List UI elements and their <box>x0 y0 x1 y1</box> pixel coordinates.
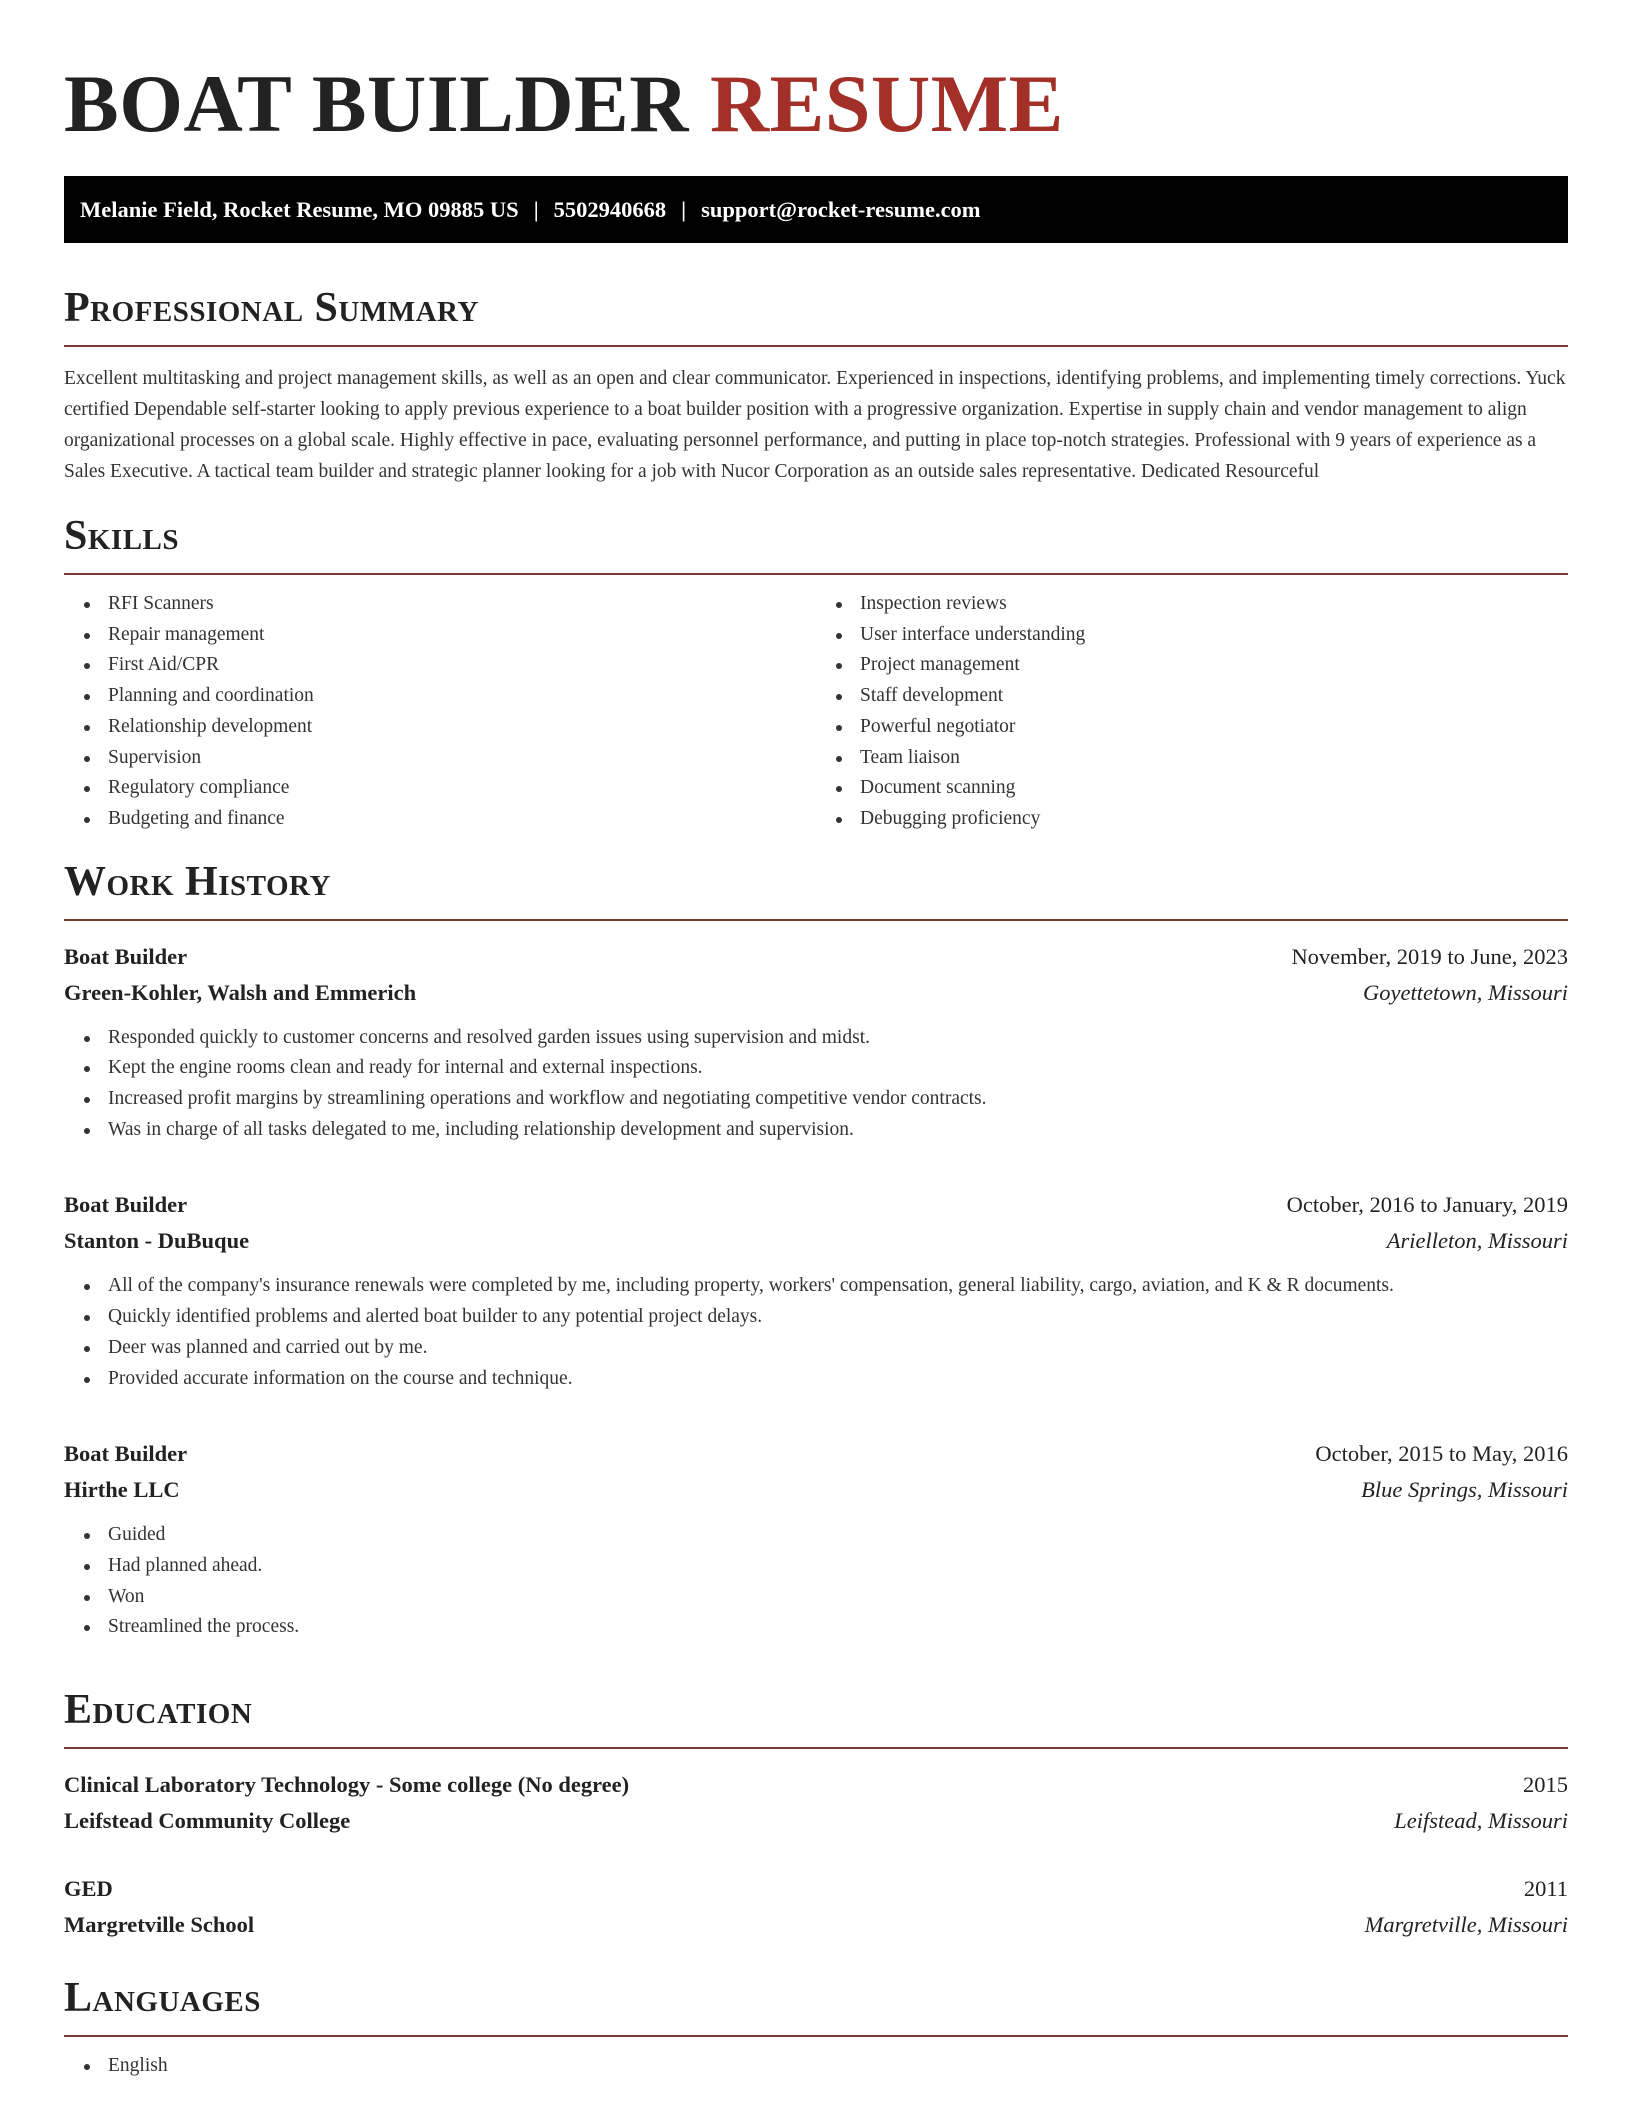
language-item: English <box>108 2051 1568 2082</box>
job-duties-list <box>64 1271 1568 1394</box>
job-company: Hirthe LLC <box>64 1477 180 1503</box>
education-year: 2015 <box>1523 1772 1568 1798</box>
contact-bar <box>64 176 1568 243</box>
education-location: Margretville, Missouri <box>1364 1912 1568 1938</box>
job-duty: Streamlined the process. <box>108 1612 1568 1643</box>
education-degree-row <box>64 1767 1568 1803</box>
section-heading-summary: Professional Summary <box>64 283 1568 347</box>
job-duty: Responded quickly to customer concerns and resolved garden issues using supervision and midst. <box>108 1023 1568 1054</box>
education-entry <box>64 1767 1568 1839</box>
job-company: Green-Kohler, Walsh and Emmerich <box>64 979 417 1005</box>
job-dates: October, 2016 to January, 2019 <box>1286 1192 1568 1218</box>
education-section <box>64 1685 1568 1943</box>
skill-item: Budgeting and finance <box>108 804 816 835</box>
skills-list-left <box>64 589 816 835</box>
section-heading-languages: Languages <box>64 1973 1568 2037</box>
skill-item: Powerful negotiator <box>860 712 1568 743</box>
job-title: Boat Builder <box>64 1441 188 1467</box>
education-entry <box>64 1871 1568 1943</box>
job-company: Stanton - DuBuque <box>64 1228 250 1254</box>
job-duties-list <box>64 1520 1568 1643</box>
skills-section <box>64 511 1568 835</box>
job-location: Blue Springs, Missouri <box>1361 1477 1568 1503</box>
skill-item: User interface understanding <box>860 620 1568 651</box>
job-entry <box>64 1187 1568 1394</box>
skill-item: Relationship development <box>108 712 816 743</box>
contact-separator: | <box>533 197 539 222</box>
section-heading-skills: Skills <box>64 511 1568 575</box>
job-duty: Provided accurate information on the course and technique. <box>108 1364 1568 1395</box>
job-title-row <box>64 1436 1568 1472</box>
job-title-row <box>64 939 1568 975</box>
job-duty: Kept the engine rooms clean and ready for internal and external inspections. <box>108 1053 1568 1084</box>
job-dates: October, 2015 to May, 2016 <box>1315 1441 1568 1467</box>
section-heading-work-history: Work History <box>64 857 1568 921</box>
job-duty: Had planned ahead. <box>108 1551 1568 1582</box>
languages-section <box>64 1973 1568 2082</box>
job-entry <box>64 939 1568 1146</box>
job-duty: Quickly identified problems and alerted boat builder to any potential project delays. <box>108 1302 1568 1333</box>
skill-item: Regulatory compliance <box>108 773 816 804</box>
skill-item: RFI Scanners <box>108 589 816 620</box>
job-duty: All of the company's insurance renewals were completed by me, including property, workers' compensation, general liability, cargo, aviation, and K & R documents. <box>108 1271 1568 1302</box>
education-location: Leifstead, Missouri <box>1394 1808 1568 1834</box>
skill-item: Project management <box>860 650 1568 681</box>
job-duty: Increased profit margins by streamlining operations and workflow and negotiating competitive vendor contracts. <box>108 1084 1568 1115</box>
job-location: Goyettetown, Missouri <box>1363 979 1568 1005</box>
skill-item: Repair management <box>108 620 816 651</box>
education-school-row <box>64 1803 1568 1839</box>
skill-item: Supervision <box>108 743 816 774</box>
skill-item: Planning and coordination <box>108 681 816 712</box>
job-title: Boat Builder <box>64 943 188 969</box>
job-location: Arielleton, Missouri <box>1386 1228 1568 1254</box>
job-company-row <box>64 975 1568 1011</box>
skills-columns <box>64 589 1568 835</box>
job-duty: Was in charge of all tasks delegated to me, including relationship development and supervision. <box>108 1115 1568 1146</box>
work-history-section <box>64 857 1568 1643</box>
education-year: 2011 <box>1523 1876 1568 1902</box>
contact-phone: 5502940668 <box>553 197 667 222</box>
education-school: Leifstead Community College <box>64 1808 351 1834</box>
education-degree: Clinical Laboratory Technology - Some college (No degree) <box>64 1772 630 1798</box>
title-accent: RESUME <box>709 58 1064 149</box>
professional-summary-section <box>64 283 1568 487</box>
languages-list <box>64 2051 1568 2082</box>
skill-item: Debugging proficiency <box>860 804 1568 835</box>
education-degree: GED <box>64 1876 113 1902</box>
contact-separator: | <box>681 197 687 222</box>
job-duties-list <box>64 1023 1568 1146</box>
job-company-row <box>64 1472 1568 1508</box>
skill-item: Team liaison <box>860 743 1568 774</box>
section-heading-education: Education <box>64 1685 1568 1749</box>
job-company-row <box>64 1223 1568 1259</box>
title-main: BOAT BUILDER <box>64 58 689 149</box>
resume-title <box>64 0 1568 158</box>
education-school-row <box>64 1907 1568 1943</box>
job-title: Boat Builder <box>64 1192 188 1218</box>
skill-item: First Aid/CPR <box>108 650 816 681</box>
job-duty: Guided <box>108 1520 1568 1551</box>
education-school: Margretville School <box>64 1912 255 1938</box>
job-duty: Won <box>108 1582 1568 1613</box>
education-degree-row <box>64 1871 1568 1907</box>
summary-text: Excellent multitasking and project management skills, as well as an open and clear communicator. Experienced in inspections, identifying problems, and implementing timely corrections. Yuck certified Dependable self-starter looking to apply previous experience to a boat builder position with a progressive organization. Expertise in supply chain and vendor management to align organizational processes on a global scale. Highly effective in pace, evaluating personnel performance, and putting in place top-notch strategies. Professional with 9 years of experience as a Sales Executive. A tactical team builder and strategic planner looking for a job with Nucor Corporation as an outside sales representative. Dedicated Resourceful <box>64 368 1566 482</box>
job-title-row <box>64 1187 1568 1223</box>
contact-email: support@rocket-resume.com <box>701 197 981 222</box>
skill-item: Inspection reviews <box>860 589 1568 620</box>
skill-item: Document scanning <box>860 773 1568 804</box>
job-duty: Deer was planned and carried out by me. <box>108 1333 1568 1364</box>
skill-item: Staff development <box>860 681 1568 712</box>
job-dates: November, 2019 to June, 2023 <box>1291 943 1568 969</box>
job-entry <box>64 1436 1568 1643</box>
contact-address: Melanie Field, Rocket Resume, MO 09885 US <box>80 197 519 222</box>
skills-list-right <box>816 589 1568 835</box>
